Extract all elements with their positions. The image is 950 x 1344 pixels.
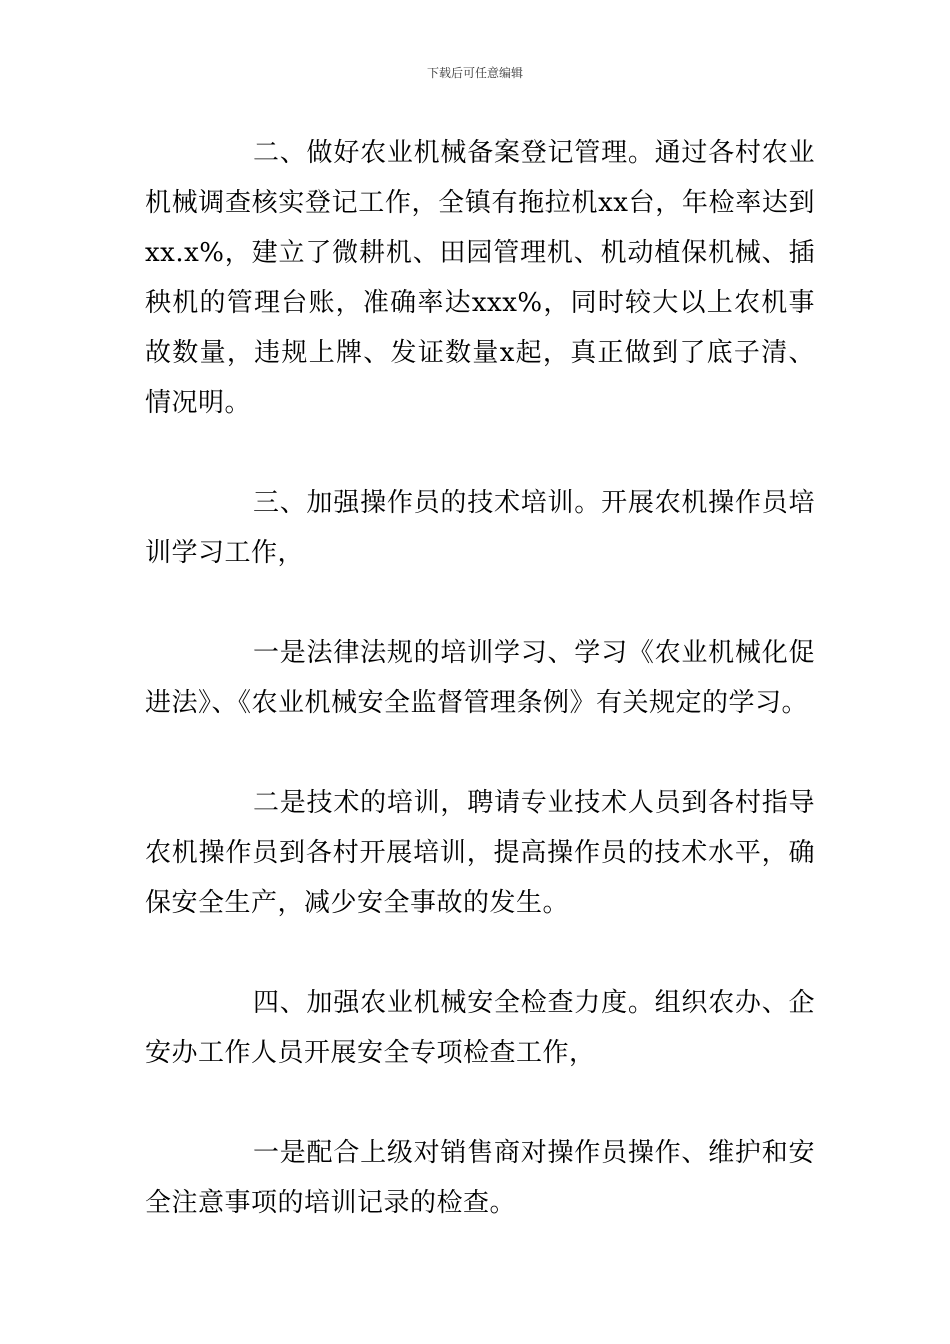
document-body (145, 128, 815, 1278)
paragraph-technical-training: 二是技术的培训，聘请专业技术人员到各村指导农机操作员到各村开展培训，提高操作员的技术水平，确保安全生产，减少安全事故的发生。 (145, 788, 815, 918)
page-header: 下载后可任意编辑 (426, 66, 523, 80)
paragraph-training: 三、加强操作员的技术培训。开展农机操作员培训学习工作， (145, 488, 815, 568)
paragraph-registration: 二、做好农业机械备案登记管理。通过各村农业机械调查核实登记工作，全镇有拖拉机xx台，年检率达到xx.x%，建立了微耕机、田园管理机、机动植保机械、插秧机的管理台账，准确率达xxx%，同时较大以上农机事故数量，违规上牌、发证数量x起，真正做到了底子清、情况明。 (145, 138, 815, 418)
paragraph-safety-inspection: 四、加强农业机械安全检查力度。组织农办、企安办工作人员开展安全专项检查工作， (145, 988, 815, 1068)
paragraph-law-training: 一是法律法规的培训学习、学习《农业机械化促进法》、《农业机械安全监督管理条例》有关规定的学习。 (145, 638, 815, 718)
paragraph-record-check: 一是配合上级对销售商对操作员操作、维护和安全注意事项的培训记录的检查。 (145, 1138, 815, 1218)
